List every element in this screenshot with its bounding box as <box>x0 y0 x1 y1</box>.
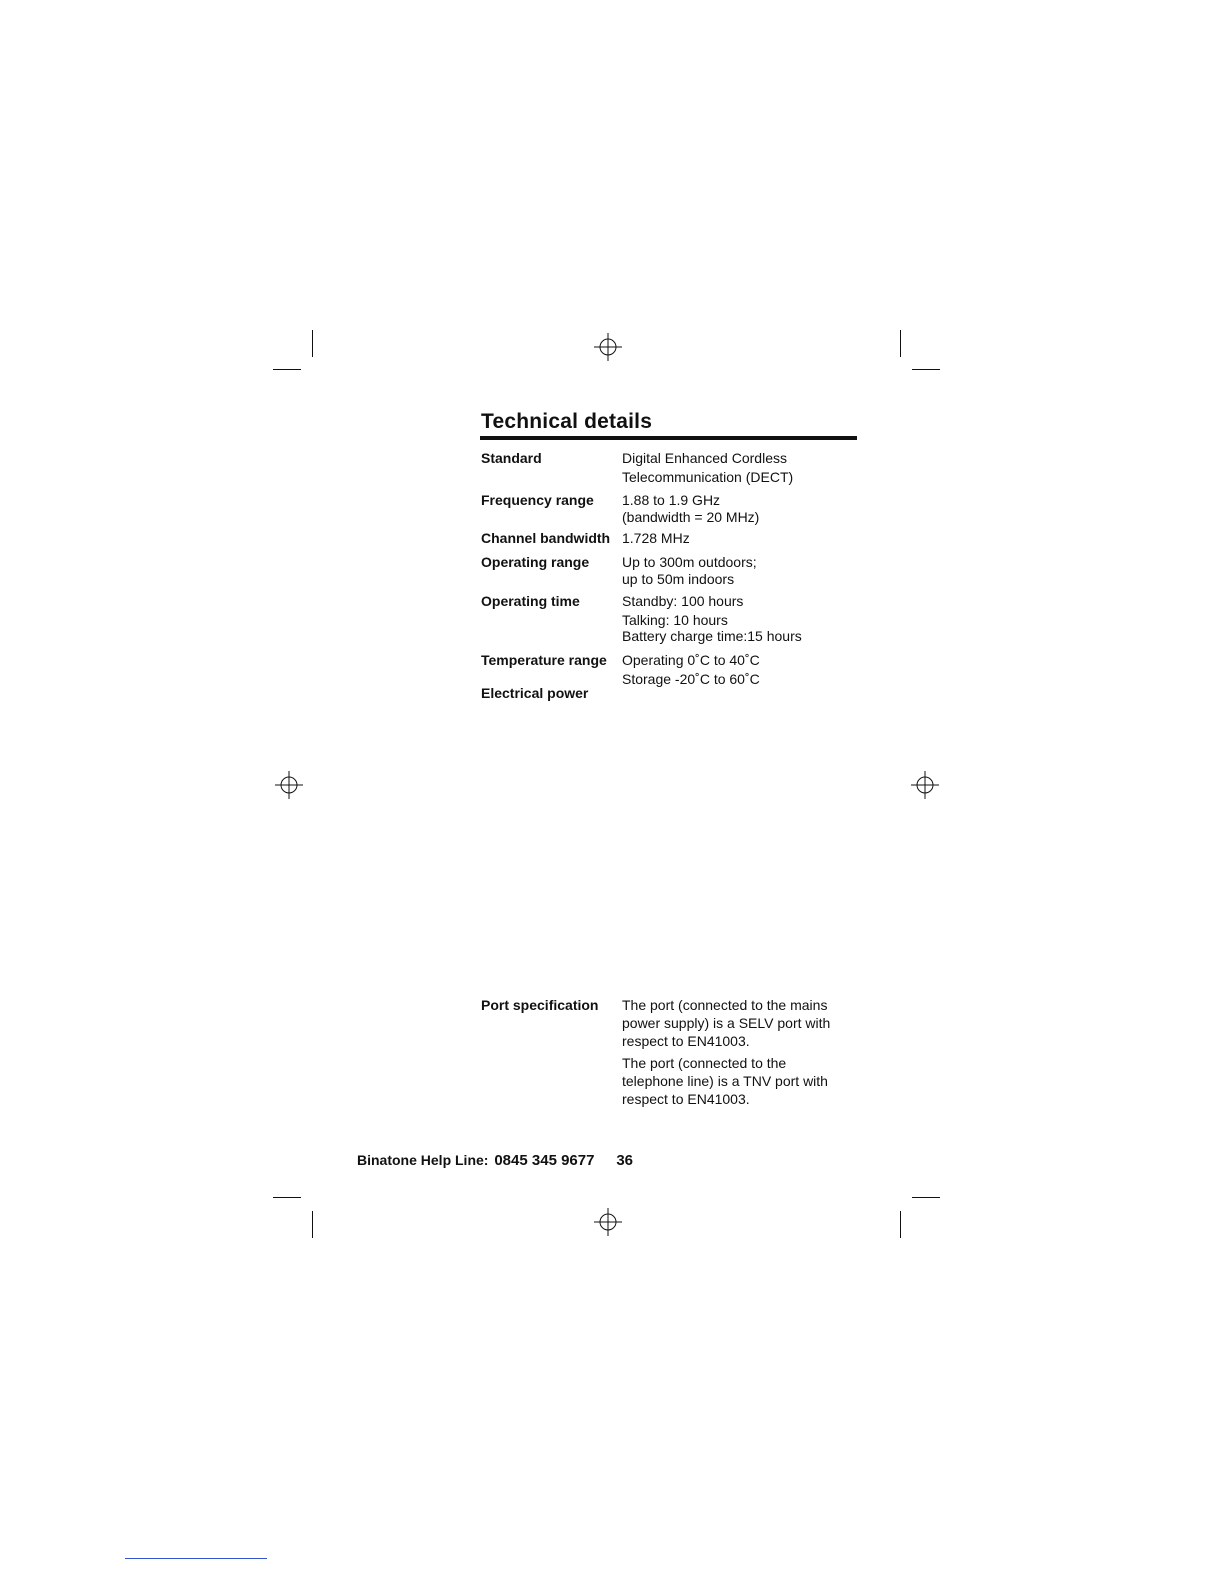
link-underline <box>125 1558 267 1559</box>
spec-value-line: respect to EN41003. <box>622 1091 750 1107</box>
page-number: 36 <box>616 1152 634 1169</box>
help-line-number: 0845 345 9677 <box>494 1152 595 1169</box>
help-line-label: Binatone Help Line: <box>357 1152 489 1168</box>
spec-value <box>622 553 757 588</box>
spec-label: Temperature range <box>481 652 607 668</box>
spec-value-line: respect to EN41003. <box>622 1033 750 1049</box>
spec-label: Standard <box>481 450 542 466</box>
spec-value-line: Talking: 10 hours <box>622 612 728 628</box>
spec-value-line: (bandwidth = 20 MHz) <box>622 509 760 525</box>
crop-mark <box>900 330 901 357</box>
spec-value-line: Telecommunication (DECT) <box>622 469 794 485</box>
registration-mark-icon <box>274 770 304 800</box>
spec-label: Port specification <box>481 997 599 1013</box>
spec-value <box>622 592 802 645</box>
registration-mark-icon <box>593 332 623 362</box>
crop-mark <box>900 1211 901 1238</box>
help-line-footer <box>357 1152 633 1169</box>
spec-value <box>622 996 830 1108</box>
spec-value-line: Operating 0˚C to 40˚C <box>622 652 760 668</box>
spec-label: Channel bandwidth <box>481 530 611 546</box>
spec-value-line: Digital Enhanced Cordless <box>622 450 787 466</box>
spec-label: Operating range <box>481 554 590 570</box>
spec-value-line: Standby: 100 hours <box>622 593 744 609</box>
spec-value-line: up to 50m indoors <box>622 571 735 587</box>
spec-value-line: The port (connected to the mains <box>622 997 828 1013</box>
page-title: Technical details <box>481 410 653 433</box>
spec-value <box>622 449 793 486</box>
spec-value-line: 1.88 to 1.9 GHz <box>622 492 721 508</box>
crop-mark <box>312 1211 313 1238</box>
spec-label: Frequency range <box>481 492 594 508</box>
spec-value <box>622 651 760 688</box>
spec-value-line: Storage -20˚C to 60˚C <box>622 671 760 687</box>
spec-value-line: Up to 300m outdoors; <box>622 554 757 570</box>
registration-mark-icon <box>593 1207 623 1237</box>
crop-mark <box>312 330 313 357</box>
spec-value-line: The port (connected to the <box>622 1055 787 1071</box>
spec-label: Operating time <box>481 593 580 609</box>
spec-value-line: telephone line) is a TNV port with <box>622 1073 828 1089</box>
spec-label: Electrical power <box>481 685 589 701</box>
spec-value-line: power supply) is a SELV port with <box>622 1015 831 1031</box>
title-rule <box>480 436 857 440</box>
spec-value <box>622 529 690 547</box>
spec-value-line: 1.728 MHz <box>622 530 690 546</box>
crop-mark <box>912 369 940 370</box>
spec-value <box>622 491 759 526</box>
crop-mark <box>273 369 301 370</box>
registration-mark-icon <box>910 770 940 800</box>
crop-mark <box>273 1197 301 1198</box>
crop-mark <box>912 1197 940 1198</box>
spec-value-line: Battery charge time:15 hours <box>622 628 802 644</box>
